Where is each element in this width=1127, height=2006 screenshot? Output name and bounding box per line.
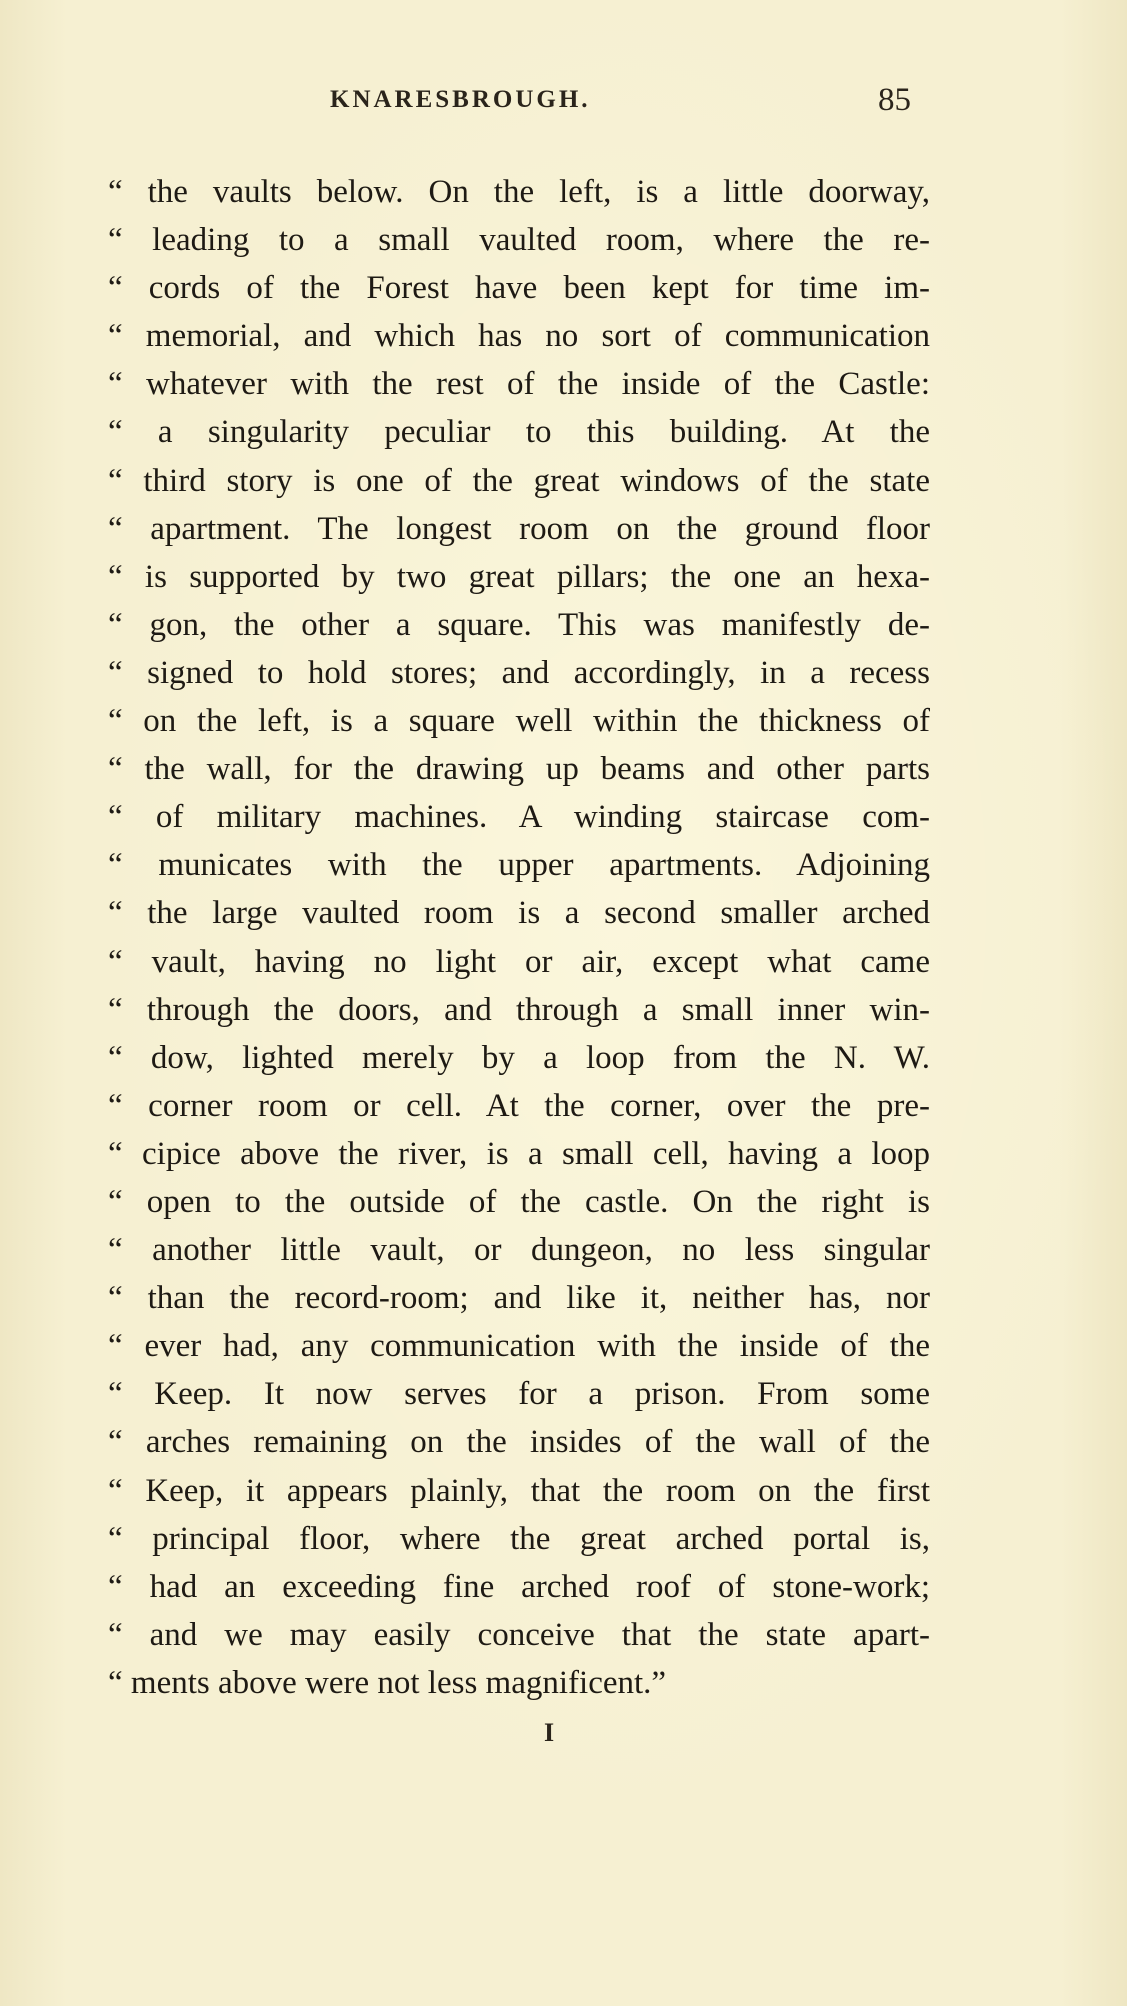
text-line: “ leading to a small vaulted room, where the re- bbox=[108, 222, 930, 259]
text-line: “ signed to hold stores; and accordingly, in a recess bbox=[108, 654, 930, 691]
text-line: “ vault, having no light or air, except what came bbox=[108, 943, 930, 980]
text-line: “ the wall, for the drawing up beams and other parts bbox=[108, 751, 930, 788]
text-line: “ whatever with the rest of the inside of the Castle: bbox=[108, 366, 930, 403]
text-line: “ open to the outside of the castle. On the right is bbox=[108, 1183, 930, 1220]
text-line: “ is supported by two great pillars; the one an hexa- bbox=[108, 558, 930, 595]
text-line: “ through the doors, and through a small inner win- bbox=[108, 991, 930, 1028]
text-line: “ Keep. It now serves for a prison. From some bbox=[108, 1376, 930, 1413]
page-number: 85 bbox=[878, 82, 911, 118]
signature-mark: I bbox=[544, 1718, 555, 1747]
text-line: “ corner room or cell. At the corner, over the pre- bbox=[108, 1087, 930, 1124]
text-line: “ arches remaining on the insides of the wall of the bbox=[108, 1424, 930, 1461]
text-line: “ third story is one of the great windows of the state bbox=[108, 462, 930, 499]
text-line: “ dow, lighted merely by a loop from the N. W. bbox=[108, 1039, 930, 1076]
text-line: “ cords of the Forest have been kept for time im- bbox=[108, 270, 930, 307]
text-line: “ memorial, and which has no sort of communication bbox=[108, 318, 930, 355]
text-line: “ municates with the upper apartments. Adjoining bbox=[108, 847, 930, 884]
body-text bbox=[108, 168, 930, 1707]
text-line: “ apartment. The longest room on the ground floor bbox=[108, 510, 930, 547]
text-line: “ of military machines. A winding staircase com- bbox=[108, 799, 930, 836]
text-line: “ ever had, any communication with the inside of the bbox=[108, 1328, 930, 1365]
text-line: “ another little vault, or dungeon, no less singular bbox=[108, 1232, 930, 1269]
text-line: “ cipice above the river, is a small cell, having a loop bbox=[108, 1135, 930, 1172]
text-line: “ principal floor, where the great arched portal is, bbox=[108, 1520, 930, 1557]
text-line: “ Keep, it appears plainly, that the room on the first bbox=[108, 1472, 930, 1509]
text-line: “ gon, the other a square. This was manifestly de- bbox=[108, 606, 930, 643]
text-line: “ the large vaulted room is a second smaller arched bbox=[108, 895, 930, 932]
text-line: “ a singularity peculiar to this building. At the bbox=[108, 414, 930, 451]
running-head bbox=[0, 82, 1127, 126]
text-line: “ ments above were not less magnificent.” bbox=[108, 1664, 667, 1701]
text-line: “ had an exceeding fine arched roof of stone-work; bbox=[108, 1568, 930, 1605]
text-line: “ than the record-room; and like it, neither has, nor bbox=[108, 1280, 930, 1317]
running-title: KNARESBROUGH. bbox=[330, 86, 591, 113]
text-line: “ and we may easily conceive that the state apart- bbox=[108, 1616, 930, 1653]
text-line: “ the vaults below. On the left, is a little doorway, bbox=[108, 174, 930, 210]
text-line: “ on the left, is a square well within the thickness of bbox=[108, 703, 930, 740]
